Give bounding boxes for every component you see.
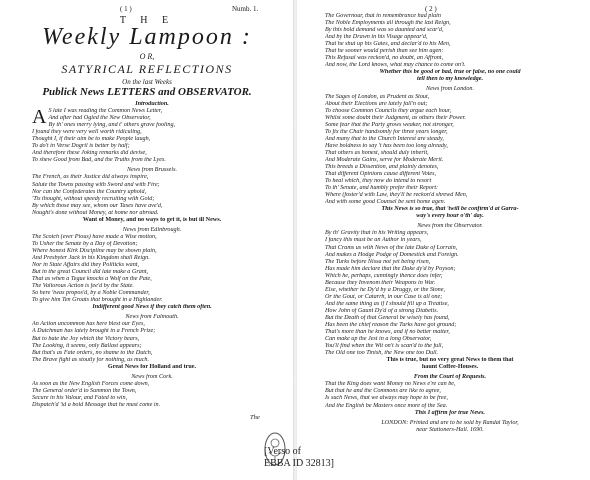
verse-line: The Brave fight as stoutly for nothing, as much.: [32, 356, 150, 363]
left-text-column: [32, 101, 272, 409]
verse-line: News from Brussels.: [126, 167, 178, 174]
verse-line: Or the Gout, or Catarrh, in our Case is all one;: [325, 293, 443, 300]
verse-line: Whilst some doubt their Judgment, as others their Power.: [325, 114, 466, 121]
verse-line: haunt Coffee-Houses.: [421, 364, 479, 371]
verse-line: Else, whether he Dy'd by a Druggy, or the Stone,: [325, 286, 446, 293]
verse-line: But the Death of that General be wisely has found,: [325, 314, 450, 321]
verse-line: News from London.: [425, 86, 475, 93]
catchword: The: [250, 414, 260, 421]
verse-line: Can make up the Jest in a long Observator,: [325, 336, 432, 343]
verse-line: To Usher the Senate by a Day of Devotion;: [32, 240, 138, 247]
verse-line: And after had Ogled the New Observator,: [48, 115, 151, 122]
verse-line: To th' Senate, and humbly prefer their Report:: [325, 185, 439, 192]
verse-line: I fancy this must be an Author in years,: [325, 237, 422, 244]
title-satyrical: SATYRICAL REFLECTIONS: [61, 62, 233, 76]
verse-line: That others as honest, should duly inherit,: [325, 149, 429, 156]
verse-line: To fix the Chair handsomly for three years longer,: [325, 128, 448, 135]
verse-line: And many that to the Church Interest are steady,: [325, 135, 444, 142]
verse-line: That Crams us with News of the late Duke of Lorrain,: [325, 244, 458, 251]
verse-line: That he shut up his Gates, and declar'd to his Men,: [325, 41, 451, 48]
title-on-last-weeks: On the last Weeks: [122, 78, 172, 86]
verse-line: To choose Common Councils they argue each hour,: [325, 107, 452, 114]
verse-line: By th' Gravity that in his Writing appears,: [325, 230, 429, 237]
verse-line: near Stationers-Hall. 1690.: [416, 426, 484, 433]
drop-cap: A: [32, 106, 47, 129]
verse-line: But in the great Council did late make a Grant,: [32, 269, 149, 276]
verse-line: The General order'd to Summon the Town,: [32, 387, 137, 394]
verse-line: LONDON: Printed and are to be sold by Randal Taylor,: [381, 419, 519, 426]
verso-line-1: [Verso of: [264, 446, 301, 457]
left-page: [0, 0, 294, 480]
verse-line: Whether this be good or bad, true or false, no one could: [379, 69, 521, 76]
issue-number: Numb. 1.: [232, 5, 259, 13]
verse-line: Thought I, if their aim be to make People laugh,: [32, 136, 151, 143]
verse-line: The Valiorous Action is fee'd by the State.: [32, 283, 134, 290]
verse-line: The Scotch (ever Pious) have made a Wise motion,: [32, 233, 157, 240]
verse-line: S late I was reading the Common News Letter,: [48, 108, 162, 115]
verse-line: That's more than he knows, and if no better matter,: [325, 329, 450, 336]
verse-line: And Moderate Gains, serve for Moderate Merit.: [325, 156, 444, 163]
right-page: [297, 0, 590, 480]
verse-line: Have boldness to say 't has been too long already,: [325, 142, 448, 149]
verse-line: But that he and the Commons are like to agree,: [325, 388, 441, 395]
verse-line: So here 'twas propos'd, by a Noble Commander,: [32, 290, 150, 297]
verse-line: The Governour, that in remembrance had plain: [325, 13, 441, 19]
verse-line: The Turks before Nissa not yet being risen,: [325, 258, 431, 265]
verse-line: Where honest Kirk Discipline may be shown plain,: [32, 247, 157, 254]
verse-line: Indifferent good News if they catch them often.: [92, 304, 212, 311]
verse-line: tell then to my knowledge.: [416, 76, 483, 83]
verse-line: way's every hour o'th' day.: [416, 213, 484, 220]
verse-line: Nor in State Affairs did they Politicks want,: [32, 262, 140, 269]
verse-line: News from the Observator.: [417, 223, 483, 230]
verse-line: Nought's done without Money, at home nor abroad.: [32, 209, 159, 216]
verse-line: Dispatch'd 'id a bold Message that he must come in.: [32, 401, 161, 408]
verse-line: And makes a Hodge Podge of Domestick and Foreign.: [325, 251, 459, 258]
left-verse-lines: [32, 108, 272, 409]
verse-line: About their Elections are lately fall'n out;: [325, 100, 428, 107]
verse-line: But that's as Fate orders, no shame to the Dutch,: [32, 349, 153, 356]
verse-line: That he sooner would perish than see him agen:: [325, 48, 444, 55]
intro-heading: Introduction.: [135, 101, 169, 107]
verse-line: Secure in his Valour, and Fated to win,: [32, 394, 128, 401]
verse-line: This I affirm for true News.: [414, 409, 486, 416]
title-or: O R,: [139, 52, 155, 61]
verse-line: To give him Ten Groats that brought in a Highlander.: [32, 297, 163, 304]
verse-line: This breeds a Dissention, and plainly denotes,: [325, 163, 439, 170]
verse-line: This News is so true, that 'twill be confirm'd at Garra-: [381, 206, 519, 213]
page-number-left: ( 1 ): [120, 5, 132, 13]
verse-line: By th' ones merry lying, and t' others grave fooling,: [48, 122, 176, 129]
verse-line: This Refusal was reckon'd, no doubt, an Affront,: [325, 55, 444, 62]
verso-line-2: EBBA ID 32813]: [264, 458, 334, 469]
verse-line: And now, the Lord knows, what may chance to come on't.: [325, 62, 466, 69]
verse-line: Where (foster'd with Law, they'll be reckon'd shrewd Men,: [325, 192, 468, 199]
verse-line: That the King does want Money no News e're can be,: [325, 381, 456, 388]
verse-line: The Noble Employments all through the last Reign,: [325, 20, 451, 27]
page-number-right: ( 2 ): [425, 5, 437, 13]
title-the: T H E: [119, 15, 175, 26]
verse-line: An Action uncommon has here blest our Eyes,: [32, 321, 145, 328]
verse-line: By which those may see, whom our Taxes have ave'd,: [32, 202, 163, 209]
verse-line: A Dutchman has lately brought in a French Prize;: [32, 328, 156, 335]
verse-line: But to bate the Joy which the Victory bears,: [32, 335, 140, 342]
page-title: Weekly Lampoon :: [42, 24, 252, 50]
verse-line: To shew Good from Bad, and the Truths from the Lyes.: [32, 157, 166, 164]
verse-line: And the same thing as if I should fill up a Treatise,: [325, 300, 449, 307]
verse-line: Salute the Towns passing with Sword and with Fire;: [32, 181, 160, 188]
verse-line: And by the Drawn in his Visage appear'd,: [325, 34, 428, 41]
verse-line: You'll find when the Wit on't is scan'd to the full,: [325, 343, 444, 350]
verse-line: Has made him declare that the Duke dy'd by Poyson;: [325, 265, 456, 272]
verso-annotation: [264, 446, 334, 470]
verse-line: By this bold demand was so daunted and scar'd,: [325, 27, 444, 34]
right-text-column: [325, 13, 575, 434]
verse-line: That as when a Tegue knocks a Wolf on the Pate,: [32, 276, 152, 283]
verse-line: Because they Invenom their Weapons in War.: [325, 279, 436, 286]
verse-line: The Looking, it seems, only Ballast appears;: [32, 342, 142, 349]
verse-line: 'Tis thought, without speedy recruiting with Gold;: [32, 195, 155, 202]
verse-line: Nor can the Confederates the Country uphold,: [32, 188, 147, 195]
verse-line: As soon as the New English Forces come down,: [32, 380, 150, 387]
verse-line: That different Opinions cause different Votes,: [325, 171, 437, 178]
verse-line: News from Falmouth.: [125, 314, 179, 321]
verse-line: And Presbyter Jack in his Kingdom shall Reign.: [32, 254, 150, 261]
verse-line: This is true, but no very great News to them that: [386, 357, 514, 364]
verse-line: I found they were very well worth ridiculing,: [32, 129, 142, 136]
verse-line: And therefore these Joking remarks did devise,: [32, 150, 147, 157]
verse-line: To heal which, they now do intend to resort: [325, 178, 432, 185]
verse-line: Want of Money, and no ways to get it, is but ill News.: [82, 216, 222, 223]
verse-line: The Sages of London, as Prudent as Stout,: [325, 93, 430, 100]
verse-line: Has been the chief reason the Turks have got ground;: [325, 322, 457, 329]
verse-line: To do't in Verse Dogril is better by half;: [32, 143, 130, 150]
verse-line: Which he, perhaps, cunningly thence does infer,: [325, 272, 443, 279]
title-publick-news: Publick News LETTERS and OBSERVATOR.: [42, 86, 252, 98]
verse-line: Great News for Holland and true.: [107, 363, 197, 370]
verse-line: Is such News, that we always may hope to be free,: [325, 395, 448, 402]
verse-line: And with some good Counsel be sent home agen.: [325, 199, 446, 206]
verse-line: News from Edinbrough.: [122, 226, 182, 233]
verse-line: How John of Gaunt Dy'd of a strong Diabetis.: [325, 307, 439, 314]
verse-line: News from Cork.: [131, 373, 173, 380]
verse-line: From the Court of Requests.: [413, 374, 487, 381]
verse-line: Some fear that the Party grows weaker, not stronger,: [325, 121, 454, 128]
verse-line: And the English be Masters once more of the Sea.: [325, 402, 448, 409]
verse-line: The Old one too Tinish, the New one too Dull.: [325, 350, 439, 357]
verse-line: The French, as their Justice did always inspire,: [32, 174, 149, 181]
